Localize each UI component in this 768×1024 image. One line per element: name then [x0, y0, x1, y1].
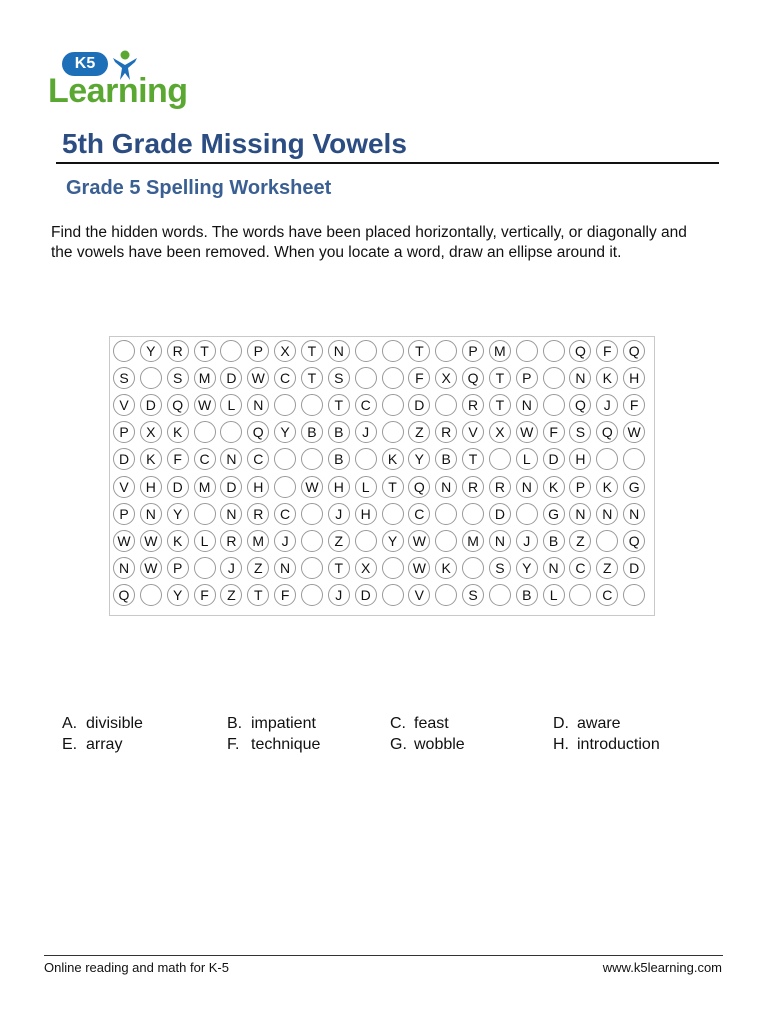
word-list-word: aware — [577, 715, 621, 732]
grid-cell[interactable]: C — [596, 584, 618, 606]
grid-cell[interactable]: N — [220, 448, 242, 470]
grid-cell[interactable]: Q — [113, 584, 135, 606]
grid-cell[interactable]: T — [328, 394, 350, 416]
grid-cell[interactable] — [489, 448, 511, 470]
grid-cell[interactable]: Q — [247, 421, 269, 443]
grid-cell[interactable]: Q — [623, 530, 645, 552]
word-list-item — [553, 736, 660, 754]
grid-cell[interactable]: D — [140, 394, 162, 416]
grid-cell[interactable]: C — [247, 448, 269, 470]
grid-cell[interactable]: X — [489, 421, 511, 443]
grid-cell[interactable]: T — [382, 476, 404, 498]
word-list-item — [390, 715, 449, 733]
grid-cell[interactable]: J — [328, 584, 350, 606]
grid-cell[interactable]: V — [113, 476, 135, 498]
word-list-word: impatient — [251, 715, 316, 732]
grid-cell[interactable]: Y — [167, 503, 189, 525]
grid-cell[interactable]: X — [274, 340, 296, 362]
grid-cell[interactable]: W — [623, 421, 645, 443]
grid-cell[interactable]: R — [462, 476, 484, 498]
grid-cell[interactable] — [543, 340, 565, 362]
grid-cell[interactable] — [355, 530, 377, 552]
grid-cell[interactable]: D — [408, 394, 430, 416]
grid-cell[interactable] — [301, 530, 323, 552]
grid-cell[interactable] — [301, 557, 323, 579]
grid-cell[interactable]: P — [569, 476, 591, 498]
grid-cell[interactable]: Z — [408, 421, 430, 443]
grid-cell[interactable]: M — [194, 476, 216, 498]
grid-cell[interactable]: Y — [408, 448, 430, 470]
instructions-text: Find the hidden words. The words have been placed horizontally, vertically, or diagonally and the vowels have been removed. When you locate a word, draw an ellipse around it. — [51, 224, 687, 261]
grid-cell[interactable] — [382, 421, 404, 443]
grid-cell[interactable] — [355, 448, 377, 470]
word-list-item — [390, 736, 465, 754]
grid-cell[interactable]: P — [167, 557, 189, 579]
grid-cell[interactable]: Z — [328, 530, 350, 552]
grid-cell[interactable] — [543, 394, 565, 416]
page-title: 5th Grade Missing Vowels — [62, 128, 407, 159]
grid-cell[interactable]: R — [462, 394, 484, 416]
grid-cell[interactable] — [462, 503, 484, 525]
grid-cell[interactable] — [382, 394, 404, 416]
grid-cell[interactable]: N — [543, 557, 565, 579]
grid-cell[interactable]: D — [113, 448, 135, 470]
grid-cell[interactable]: K — [435, 557, 457, 579]
grid-cell[interactable] — [220, 421, 242, 443]
grid-cell[interactable]: N — [328, 340, 350, 362]
grid-cell[interactable]: J — [596, 394, 618, 416]
word-list-item — [227, 715, 316, 733]
grid-cell[interactable]: N — [435, 476, 457, 498]
grid-cell[interactable]: F — [167, 448, 189, 470]
word-list-word: divisible — [86, 715, 143, 732]
grid-cell[interactable]: J — [355, 421, 377, 443]
grid-cell[interactable]: C — [569, 557, 591, 579]
grid-cell[interactable] — [194, 421, 216, 443]
grid-cell[interactable]: L — [220, 394, 242, 416]
grid-cell[interactable]: P — [247, 340, 269, 362]
grid-cell[interactable] — [355, 367, 377, 389]
grid-cell[interactable]: D — [220, 476, 242, 498]
grid-cell[interactable]: L — [516, 448, 538, 470]
grid-cell[interactable]: L — [194, 530, 216, 552]
grid-cell[interactable] — [569, 584, 591, 606]
grid-cell[interactable]: S — [569, 421, 591, 443]
grid-cell[interactable]: D — [543, 448, 565, 470]
grid-cell[interactable] — [274, 448, 296, 470]
grid-cell[interactable]: D — [623, 557, 645, 579]
grid-cell[interactable]: L — [355, 476, 377, 498]
grid-cell[interactable]: M — [194, 367, 216, 389]
grid-cell[interactable]: K — [140, 448, 162, 470]
grid-cell[interactable] — [596, 530, 618, 552]
grid-cell[interactable]: F — [194, 584, 216, 606]
grid-cell[interactable]: Y — [140, 340, 162, 362]
grid-cell[interactable]: V — [113, 394, 135, 416]
grid-cell[interactable]: H — [140, 476, 162, 498]
grid-cell[interactable]: Y — [274, 421, 296, 443]
grid-cell[interactable]: H — [569, 448, 591, 470]
grid-cell[interactable] — [623, 448, 645, 470]
grid-cell[interactable]: W — [113, 530, 135, 552]
word-list — [62, 715, 722, 759]
grid-cell[interactable]: N — [220, 503, 242, 525]
grid-cell[interactable]: B — [328, 448, 350, 470]
grid-cell[interactable]: Q — [623, 340, 645, 362]
grid-cell[interactable]: M — [462, 530, 484, 552]
grid-cell[interactable] — [301, 394, 323, 416]
word-list-word: technique — [251, 736, 321, 753]
word-list-word: array — [86, 736, 123, 753]
grid-cell[interactable]: T — [301, 340, 323, 362]
grid-cell[interactable]: L — [543, 584, 565, 606]
word-list-letter: G. — [390, 736, 407, 753]
grid-cell[interactable]: Y — [382, 530, 404, 552]
grid-cell[interactable]: H — [328, 476, 350, 498]
grid-cell[interactable]: J — [220, 557, 242, 579]
grid-cell[interactable] — [301, 584, 323, 606]
grid-cell[interactable]: B — [328, 421, 350, 443]
word-list-letter: A. — [62, 715, 78, 732]
grid-cell[interactable]: N — [113, 557, 135, 579]
word-list-letter: F. — [227, 736, 240, 753]
grid-cell[interactable]: Z — [220, 584, 242, 606]
grid-cell[interactable]: T — [462, 448, 484, 470]
grid-cell[interactable]: C — [355, 394, 377, 416]
word-list-item — [553, 715, 621, 733]
grid-cell[interactable] — [516, 503, 538, 525]
k5-learning-logo — [44, 46, 194, 112]
grid-cell[interactable]: Z — [596, 557, 618, 579]
grid-cell[interactable]: X — [435, 367, 457, 389]
grid-cell[interactable]: T — [408, 340, 430, 362]
grid-cell[interactable]: G — [623, 476, 645, 498]
grid-cell[interactable]: F — [543, 421, 565, 443]
grid-cell[interactable]: J — [328, 503, 350, 525]
grid-cell[interactable]: D — [355, 584, 377, 606]
grid-cell[interactable] — [382, 367, 404, 389]
grid-cell[interactable]: Y — [516, 557, 538, 579]
grid-cell[interactable]: N — [140, 503, 162, 525]
word-list-letter: D. — [553, 715, 569, 732]
grid-cell[interactable]: G — [543, 503, 565, 525]
grid-cell[interactable]: B — [516, 584, 538, 606]
word-list-item — [62, 736, 122, 754]
grid-cell[interactable]: K — [167, 530, 189, 552]
grid-cell[interactable]: P — [113, 503, 135, 525]
grid-cell[interactable] — [274, 394, 296, 416]
grid-cell[interactable]: D — [167, 476, 189, 498]
word-list-letter: E. — [62, 736, 78, 753]
grid-cell[interactable]: W — [301, 476, 323, 498]
grid-cell[interactable]: F — [408, 367, 430, 389]
grid-cell[interactable]: N — [569, 367, 591, 389]
grid-cell[interactable]: Q — [167, 394, 189, 416]
grid-cell[interactable]: N — [274, 557, 296, 579]
grid-cell[interactable] — [382, 340, 404, 362]
grid-cell[interactable]: K — [543, 476, 565, 498]
word-search-grid — [109, 336, 655, 616]
grid-cell[interactable] — [435, 584, 457, 606]
word-list-letter: H. — [553, 736, 569, 753]
grid-cell[interactable]: M — [247, 530, 269, 552]
grid-cell[interactable] — [301, 448, 323, 470]
grid-cell[interactable]: S — [462, 584, 484, 606]
grid-cell[interactable]: W — [140, 557, 162, 579]
word-list-letter: C. — [390, 715, 406, 732]
grid-cell[interactable]: W — [140, 530, 162, 552]
grid-cell[interactable]: Q — [569, 394, 591, 416]
grid-cell[interactable]: Q — [596, 421, 618, 443]
footer-tagline: Online reading and math for K-5 — [44, 960, 229, 975]
grid-cell[interactable] — [435, 340, 457, 362]
grid-cell[interactable]: Q — [408, 476, 430, 498]
grid-cell[interactable]: T — [301, 367, 323, 389]
grid-cell[interactable]: H — [355, 503, 377, 525]
grid-cell[interactable]: H — [247, 476, 269, 498]
grid-cell[interactable]: D — [220, 367, 242, 389]
grid-cell[interactable]: N — [247, 394, 269, 416]
grid-cell[interactable]: X — [140, 421, 162, 443]
grid-cell[interactable] — [140, 367, 162, 389]
grid-cell[interactable]: P — [462, 340, 484, 362]
grid-cell[interactable]: D — [489, 503, 511, 525]
grid-cell[interactable]: X — [355, 557, 377, 579]
grid-cell[interactable]: P — [113, 421, 135, 443]
grid-cell[interactable]: J — [516, 530, 538, 552]
grid-cell[interactable] — [194, 557, 216, 579]
grid-cell[interactable] — [435, 394, 457, 416]
grid-cell[interactable] — [301, 503, 323, 525]
grid-cell[interactable]: C — [194, 448, 216, 470]
grid-cell[interactable]: K — [596, 476, 618, 498]
grid-cell[interactable] — [140, 584, 162, 606]
grid-cell[interactable]: V — [462, 421, 484, 443]
page-subtitle: Grade 5 Spelling Worksheet — [66, 177, 332, 199]
word-list-word: wobble — [414, 736, 465, 753]
grid-cell[interactable]: Q — [569, 340, 591, 362]
grid-cell[interactable]: Q — [462, 367, 484, 389]
word-list-word: introduction — [577, 736, 660, 753]
logo-badge: K5 — [62, 52, 108, 76]
grid-cell[interactable] — [435, 503, 457, 525]
word-list-item — [227, 736, 320, 754]
grid-cell[interactable]: R — [167, 340, 189, 362]
grid-cell[interactable] — [194, 503, 216, 525]
grid-cell[interactable] — [623, 584, 645, 606]
grid-cell[interactable]: W — [408, 530, 430, 552]
grid-cell[interactable]: F — [274, 584, 296, 606]
grid-cell[interactable]: C — [274, 503, 296, 525]
grid-cell[interactable]: N — [623, 503, 645, 525]
grid-cell[interactable] — [274, 476, 296, 498]
grid-cell[interactable]: W — [194, 394, 216, 416]
grid-cell[interactable]: J — [274, 530, 296, 552]
grid-cell[interactable]: Z — [569, 530, 591, 552]
grid-cell[interactable]: S — [167, 367, 189, 389]
grid-cell[interactable]: T — [194, 340, 216, 362]
word-list-word: feast — [414, 715, 449, 732]
grid-cell[interactable]: W — [408, 557, 430, 579]
grid-cell[interactable] — [516, 340, 538, 362]
grid-cell[interactable]: Z — [247, 557, 269, 579]
grid-cell[interactable]: R — [489, 476, 511, 498]
grid-cell[interactable]: B — [543, 530, 565, 552]
grid-cell[interactable]: B — [435, 448, 457, 470]
grid-cell[interactable]: F — [623, 394, 645, 416]
word-list-item — [62, 715, 143, 733]
grid-cell[interactable]: T — [328, 557, 350, 579]
footer-website: www.k5learning.com — [602, 960, 722, 975]
grid-cell[interactable]: R — [247, 503, 269, 525]
grid-cell[interactable] — [543, 367, 565, 389]
grid-cell[interactable]: S — [328, 367, 350, 389]
grid-cell[interactable]: R — [435, 421, 457, 443]
grid-cell[interactable]: N — [596, 503, 618, 525]
grid-cell[interactable]: M — [489, 340, 511, 362]
grid-cell[interactable]: W — [247, 367, 269, 389]
grid-cell[interactable]: S — [113, 367, 135, 389]
grid-cell[interactable]: T — [247, 584, 269, 606]
footer-divider — [44, 955, 723, 956]
grid-cell[interactable]: C — [408, 503, 430, 525]
grid-cell[interactable]: N — [516, 476, 538, 498]
grid-cell[interactable]: K — [596, 367, 618, 389]
grid-cell[interactable] — [113, 340, 135, 362]
logo-wordmark: Learning — [48, 72, 188, 110]
title-divider — [56, 162, 719, 164]
grid-cell[interactable] — [596, 448, 618, 470]
grid-cell[interactable] — [382, 557, 404, 579]
grid-cell[interactable] — [220, 340, 242, 362]
grid-cell[interactable]: R — [220, 530, 242, 552]
grid-cell[interactable]: K — [167, 421, 189, 443]
grid-cell[interactable] — [489, 584, 511, 606]
grid-cell[interactable]: N — [569, 503, 591, 525]
grid-cell[interactable]: N — [489, 530, 511, 552]
grid-cell[interactable] — [382, 584, 404, 606]
grid-cell[interactable] — [462, 557, 484, 579]
grid-cell[interactable]: T — [489, 367, 511, 389]
word-list-letter: B. — [227, 715, 243, 732]
grid-cell[interactable]: W — [516, 421, 538, 443]
grid-cell[interactable]: V — [408, 584, 430, 606]
grid-cell[interactable] — [382, 503, 404, 525]
grid-cell[interactable] — [435, 530, 457, 552]
grid-cell[interactable]: Y — [167, 584, 189, 606]
grid-cell[interactable]: S — [489, 557, 511, 579]
grid-cell[interactable] — [355, 340, 377, 362]
grid-cell[interactable]: N — [516, 394, 538, 416]
grid-cell[interactable]: C — [274, 367, 296, 389]
grid-cell[interactable]: P — [516, 367, 538, 389]
grid-cell[interactable]: K — [382, 448, 404, 470]
grid-cell[interactable]: F — [596, 340, 618, 362]
grid-cell[interactable]: H — [623, 367, 645, 389]
grid-cell[interactable]: T — [489, 394, 511, 416]
grid-cell[interactable]: B — [301, 421, 323, 443]
